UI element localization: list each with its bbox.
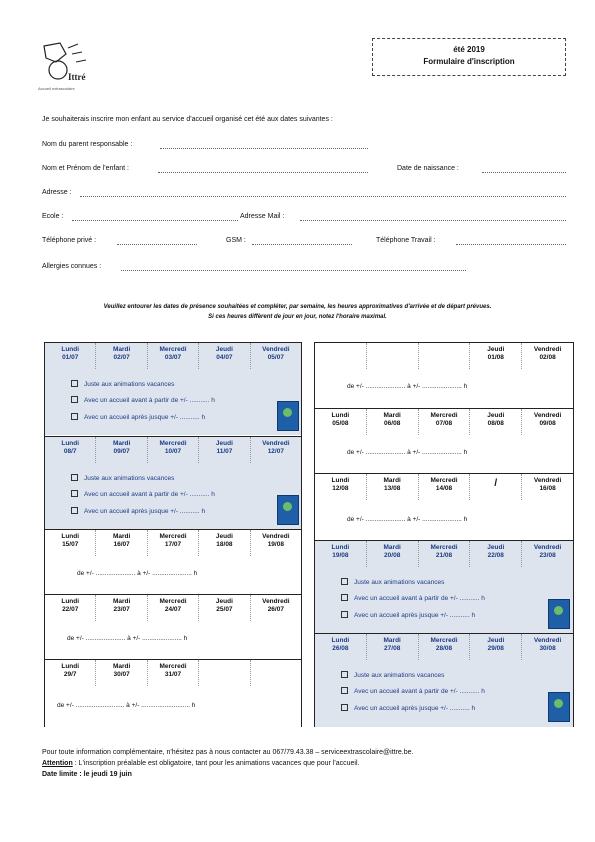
time-range-line[interactable]: de +/- ........................... à +/- ........................... h <box>57 702 196 709</box>
option-just[interactable]: Juste aux animations vacances <box>341 671 444 679</box>
week-block <box>315 343 573 407</box>
week-block <box>315 633 573 727</box>
day-cell[interactable]: Lundi 15/07 <box>45 530 96 556</box>
day-cell[interactable]: Vendredi 09/08 <box>533 412 562 427</box>
address-label: Adresse : <box>42 189 72 196</box>
option-before[interactable]: Avec un accueil avant à partir de +/- ........... h <box>341 594 485 602</box>
week-days-row <box>45 660 301 686</box>
day-cell[interactable]: Lundi 19/08 <box>315 541 367 567</box>
day-cell <box>199 660 250 686</box>
day-cell[interactable]: Jeudi 08/08 <box>470 409 522 435</box>
day-cell[interactable]: Mercredi 03/07 <box>148 343 199 369</box>
day-cell[interactable]: Jeudi 11/07 <box>199 437 250 463</box>
option-just[interactable]: Juste aux animations vacances <box>71 380 174 388</box>
day-cell <box>315 343 367 369</box>
logo <box>38 40 96 90</box>
checkbox[interactable] <box>341 687 348 694</box>
attention-text: : L'inscription préalable est obligatoire, tant pour les animations vacances que pour l'accueil. <box>72 760 360 767</box>
week-block <box>45 343 301 435</box>
day-cell[interactable]: Jeudi 22/08 <box>470 541 522 567</box>
checkbox[interactable] <box>71 474 78 481</box>
day-cell[interactable]: Mardi 27/08 <box>367 634 419 660</box>
footer-attention <box>42 759 359 769</box>
week-days-row <box>45 595 301 621</box>
day-cell[interactable]: Lundi 22/07 <box>45 595 96 621</box>
day-cell[interactable]: Mardi 23/07 <box>96 595 147 621</box>
week-block <box>315 540 573 633</box>
time-range-line[interactable]: de +/- ...................... à +/- ...................... h <box>77 570 198 577</box>
day-cell[interactable]: Jeudi 18/08 <box>199 530 250 556</box>
week-days-row <box>45 437 301 463</box>
day-cell[interactable]: Mercredi 10/07 <box>148 437 199 463</box>
day-cell[interactable]: Mercredi 31/07 <box>148 660 199 686</box>
parent-field[interactable] <box>160 148 368 149</box>
checkbox[interactable] <box>341 671 348 678</box>
logo-drawing <box>38 40 96 90</box>
parent-label: Nom du parent responsable : <box>42 141 133 148</box>
checkbox[interactable] <box>71 380 78 387</box>
phone-private-label: Téléphone privé : <box>42 237 97 244</box>
option-before[interactable]: Avec un accueil avant à partir de +/- ........... h <box>341 687 485 695</box>
option-just[interactable]: Juste aux animations vacances <box>341 578 444 586</box>
time-range-line[interactable]: de +/- ...................... à +/- ...................... h <box>347 383 468 390</box>
time-range-line[interactable]: de +/- ...................... à +/- ...................... h <box>347 516 468 523</box>
phone-private-field[interactable] <box>117 244 197 245</box>
day-cell <box>367 343 419 369</box>
week-block <box>45 659 301 727</box>
header-line1: été 2019 <box>453 45 485 54</box>
footer-contact: Pour toute information complémentaire, n'hésitez pas à nous contacter au 067/79.43.38 – serviceextrascolaire@ittre.be. <box>42 749 414 756</box>
footer-deadline: Date limite : le jeudi 19 juin <box>42 771 132 778</box>
child-label: Nom et Prénom de l'enfant : <box>42 165 129 172</box>
week-days-row <box>315 474 573 500</box>
day-cell[interactable]: Jeudi 25/07 <box>199 595 250 621</box>
checkbox[interactable] <box>341 611 348 618</box>
day-cell[interactable]: Mercredi 17/07 <box>148 530 199 556</box>
birth-field[interactable] <box>482 172 566 173</box>
week-days-row <box>315 541 573 567</box>
day-cell[interactable]: Jeudi 04/07 <box>199 343 250 369</box>
day-cell[interactable]: Mercredi 24/07 <box>148 595 199 621</box>
day-cell[interactable]: Lundi 05/08 <box>315 409 367 435</box>
checkbox[interactable] <box>341 578 348 585</box>
birth-label: Date de naissance : <box>397 165 459 172</box>
week-block <box>45 529 301 594</box>
time-range-line[interactable]: de +/- ...................... à +/- ...................... h <box>67 635 188 642</box>
activity-thumbnail-icon <box>548 692 570 722</box>
day-cell <box>419 343 471 369</box>
day-cell[interactable]: Vendredi 26/07 <box>262 598 290 613</box>
day-cell[interactable]: Mercredi 07/08 <box>419 409 471 435</box>
day-cell[interactable]: Vendredi 19/08 <box>262 533 290 548</box>
option-before[interactable]: Avec un accueil avant à partir de +/- ........... h <box>71 490 215 498</box>
school-label: Ecole : <box>42 213 64 220</box>
week-days-row <box>315 343 573 369</box>
activity-thumbnail-icon <box>277 401 299 431</box>
allergies-field[interactable] <box>121 270 466 271</box>
day-cell[interactable]: Vendredi 02/08 <box>533 346 562 361</box>
email-label: Adresse Mail : <box>240 213 285 220</box>
time-range-line[interactable]: de +/- ...................... à +/- ...................... h <box>347 449 468 456</box>
allergies-label: Allergies connues : <box>42 263 102 270</box>
day-cell[interactable]: Lundi 26/08 <box>315 634 367 660</box>
day-cell[interactable]: Jeudi 01/08 <box>470 343 522 369</box>
email-field[interactable] <box>300 220 566 221</box>
week-block <box>45 436 301 529</box>
option-after[interactable]: Avec un accueil après jusque +/- ........... h <box>71 413 205 421</box>
day-cell[interactable]: Mardi 30/07 <box>96 660 147 686</box>
option-after[interactable]: Avec un accueil après jusque +/- ........... h <box>341 704 475 712</box>
gsm-label: GSM : <box>226 237 246 244</box>
checkbox[interactable] <box>341 704 348 711</box>
day-cell[interactable]: Mardi 16/07 <box>96 530 147 556</box>
week-days-row <box>45 530 301 556</box>
activity-thumbnail-icon <box>277 495 299 525</box>
day-cell[interactable]: Jeudi 29/08 <box>470 634 522 660</box>
day-cell[interactable]: Lundi 12/08 <box>315 474 367 500</box>
logo-caption: Accueil extrascolaire <box>38 86 75 91</box>
day-cell[interactable]: Vendredi 05/07 <box>262 346 290 361</box>
day-cell <box>251 660 301 686</box>
left-week-column <box>44 342 302 727</box>
week-days-row <box>45 343 301 369</box>
child-field[interactable] <box>158 172 368 173</box>
header-line2: Formulaire d'inscription <box>423 57 515 66</box>
week-days-row <box>315 634 573 660</box>
svg-text:Ittré: Ittré <box>68 72 86 82</box>
instructions-line2: Si ces heures diffèrent de jour en jour, notez l'horaire maximal. <box>208 314 387 320</box>
day-cell[interactable]: Mardi 20/08 <box>367 541 419 567</box>
day-cell[interactable]: Mardi 09/07 <box>96 437 147 463</box>
intro-text: Je souhaiterais inscrire mon enfant au service d'accueil organisé cet été aux dates suivantes : <box>42 116 333 123</box>
instructions-line1: Veuillez entourer les dates de présence souhaitées et compléter, par semaine, les heures approximatives d'arrivée et de départ prévues. <box>103 304 492 310</box>
right-week-column <box>314 342 574 727</box>
week-days-row <box>315 409 573 435</box>
day-cell[interactable]: Mardi 13/08 <box>367 474 419 500</box>
phone-work-field[interactable] <box>456 244 566 245</box>
day-cell[interactable]: Lundi 01/07 <box>45 343 96 369</box>
phone-work-label: Téléphone Travail : <box>376 237 436 244</box>
checkbox[interactable] <box>71 507 78 514</box>
day-cell[interactable]: Lundi 29/7 <box>45 660 96 686</box>
attention-label: Attention <box>42 760 73 767</box>
day-cell: / <box>470 474 522 500</box>
option-just[interactable]: Juste aux animations vacances <box>71 474 174 482</box>
option-after[interactable]: Avec un accueil après jusque +/- ........... h <box>71 507 205 515</box>
day-cell[interactable]: Vendredi 12/07 <box>262 440 290 455</box>
gsm-field[interactable] <box>252 244 352 245</box>
week-block <box>45 594 301 659</box>
checkbox[interactable] <box>341 594 348 601</box>
day-cell[interactable]: Mercredi 14/08 <box>419 474 471 500</box>
week-block <box>315 473 573 540</box>
day-cell[interactable]: Lundi 08/7 <box>45 437 96 463</box>
day-cell[interactable]: Mardi 02/07 <box>96 343 147 369</box>
header-box <box>372 38 566 76</box>
day-cell[interactable]: Mercredi 28/08 <box>419 634 471 660</box>
checkbox[interactable] <box>71 490 78 497</box>
checkbox[interactable] <box>71 396 78 403</box>
option-after[interactable]: Avec un accueil après jusque +/- ........... h <box>341 611 475 619</box>
option-before[interactable]: Avec un accueil avant à partir de +/- ........... h <box>71 396 215 404</box>
address-field[interactable] <box>80 196 566 197</box>
school-field[interactable] <box>72 220 238 221</box>
checkbox[interactable] <box>71 413 78 420</box>
day-cell[interactable]: Mercredi 21/08 <box>419 541 471 567</box>
activity-thumbnail-icon <box>548 599 570 629</box>
day-cell[interactable]: Vendredi 30/08 <box>533 637 562 652</box>
week-block <box>315 408 573 473</box>
day-cell[interactable]: Vendredi 23/08 <box>533 544 562 559</box>
day-cell[interactable]: Mardi 06/08 <box>367 409 419 435</box>
day-cell[interactable]: Vendredi 16/08 <box>533 477 562 492</box>
